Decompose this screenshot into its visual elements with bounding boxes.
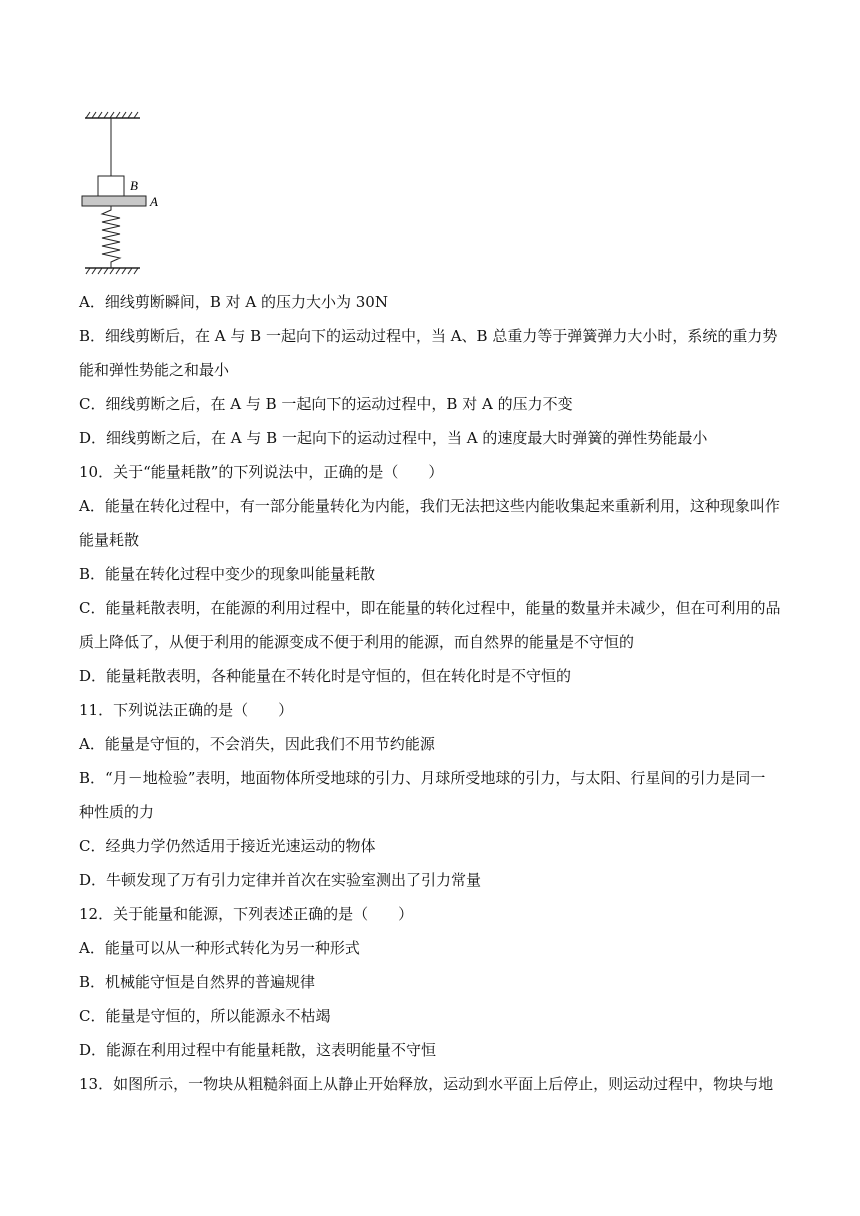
text-line: 种性质的力 bbox=[79, 803, 155, 821]
text-line: B．细线剪断后，在 A 与 B 一起向下的运动过程中，当 A、B 总重力等于弹簧弹力大小时，系统的重力势 bbox=[79, 327, 778, 345]
text-line: D．细线剪断之后，在 A 与 B 一起向下的运动过程中，当 A 的速度最大时弹簧的弹性势能最小 bbox=[79, 429, 708, 447]
text-line: B．机械能守恒是自然界的普遍规律 bbox=[79, 973, 316, 991]
label-b: B bbox=[130, 178, 138, 193]
text-line: 能量耗散 bbox=[79, 531, 140, 549]
text-line: D．牛顿发现了万有引力定律并首次在实验室测出了引力常量 bbox=[79, 871, 482, 889]
text-line: 质上降低了，从便于利用的能源变成不便于利用的能源，而自然界的能量是不守恒的 bbox=[79, 633, 635, 651]
text-line: D．能量耗散表明，各种能量在不转化时是守恒的，但在转化时是不守恒的 bbox=[79, 667, 572, 685]
text-line: C．能量是守恒的，所以能源永不枯竭 bbox=[79, 1007, 331, 1025]
text-line: A．细线剪断瞬间，B 对 A 的压力大小为 30N bbox=[79, 293, 388, 311]
plate-a bbox=[82, 196, 146, 206]
text-line: C．细线剪断之后，在 A 与 B 一起向下的运动过程中，B 对 A 的压力不变 bbox=[79, 395, 573, 413]
ceiling-hatch bbox=[86, 112, 138, 118]
text-line: B．能量在转化过程中变少的现象叫能量耗散 bbox=[79, 565, 376, 583]
text-line: A．能量可以从一种形式转化为另一种形式 bbox=[79, 939, 360, 957]
spring-block-figure bbox=[80, 108, 180, 278]
text-line: B．“月－地检验”表明，地面物体所受地球的引力、月球所受地球的引力，与太阳、行星间的引力是同一 bbox=[79, 769, 766, 787]
question-12-stem: 12．关于能量和能源，下列表述正确的是（ ） bbox=[79, 905, 414, 923]
label-a: A bbox=[150, 194, 158, 209]
text-line: D．能源在利用过程中有能量耗散，这表明能量不守恒 bbox=[79, 1041, 437, 1059]
text-line: A．能量在转化过程中，有一部分能量转化为内能，我们无法把这些内能收集起来重新利用，这种现象叫作 bbox=[79, 497, 780, 515]
question-11-stem: 11．下列说法正确的是（ ） bbox=[79, 701, 294, 719]
spring bbox=[102, 206, 120, 268]
question-13-stem: 13．如图所示，一物块从粗糙斜面上从静止开始释放，运动到水平面上后停止，则运动过程中，物块与地 bbox=[79, 1075, 774, 1093]
text-line: C．经典力学仍然适用于接近光速运动的物体 bbox=[79, 837, 376, 855]
text-line: C．能量耗散表明，在能源的利用过程中，即在能量的转化过程中，能量的数量并未减少，但在可利用的品 bbox=[79, 599, 781, 617]
text-line: 能和弹性势能之和最小 bbox=[79, 361, 230, 379]
question-text bbox=[79, 285, 785, 1101]
question-10-stem: 10．关于“能量耗散”的下列说法中，正确的是（ ） bbox=[79, 463, 444, 481]
text-line: A．能量是守恒的，不会消失，因此我们不用节约能源 bbox=[79, 735, 435, 753]
floor-hatch bbox=[86, 268, 138, 274]
block-b bbox=[98, 176, 124, 196]
